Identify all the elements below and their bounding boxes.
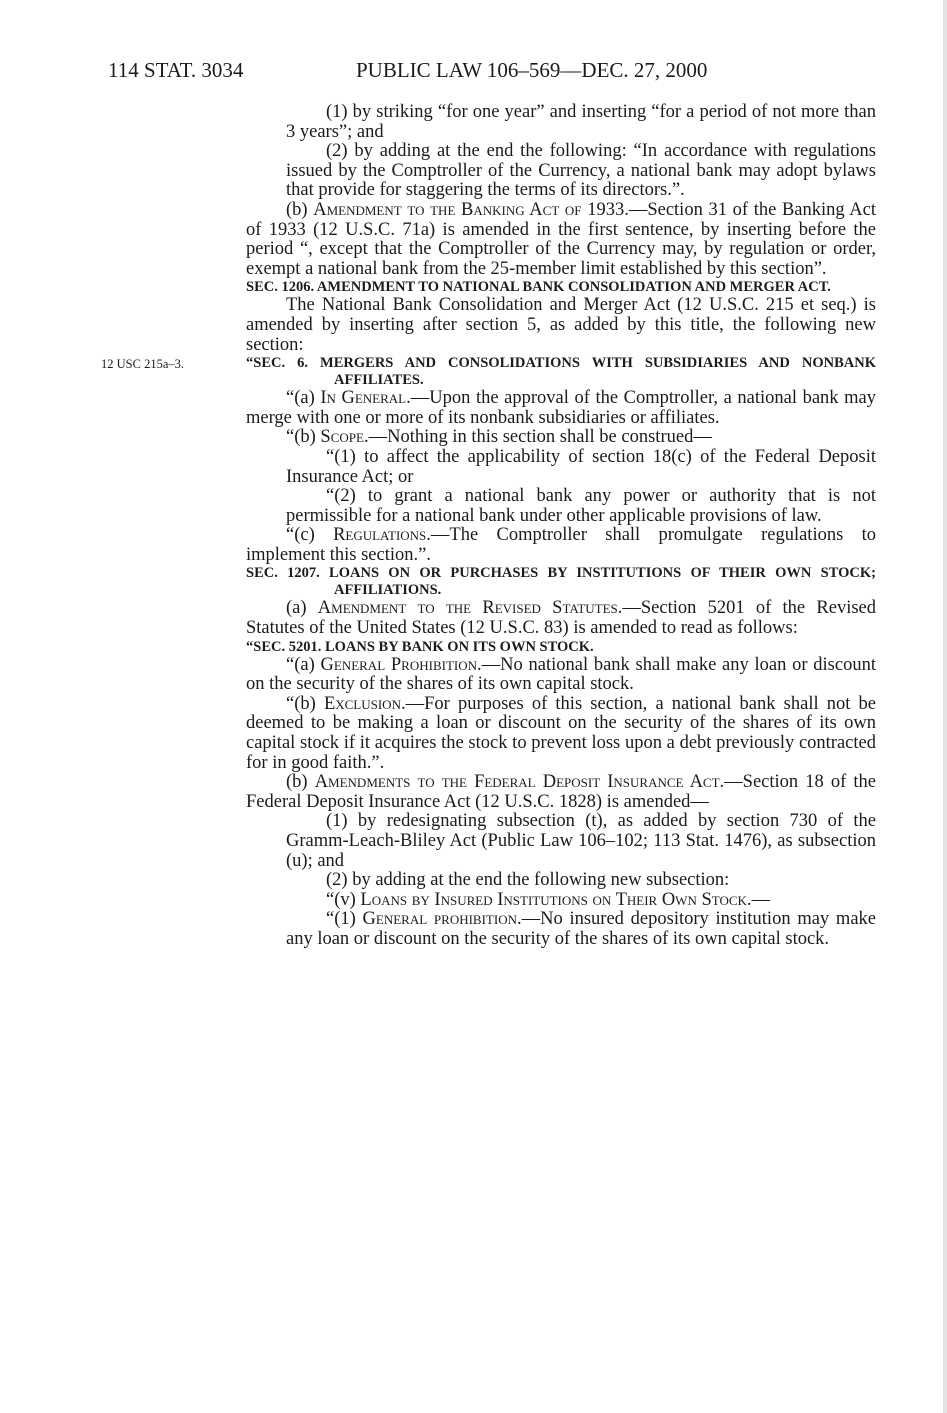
subsection-text: —The Comptroller shall promulgate regulations to implement this section.”. — [246, 525, 876, 565]
paragraph-fdi-act — [246, 773, 876, 812]
subsection-number: “(v) — [326, 889, 361, 910]
paragraph-general-prohibition — [246, 656, 876, 695]
paragraph-insured-prohibition — [246, 910, 876, 949]
paragraph-regulations — [246, 526, 876, 565]
subsection-heading: In General. — [320, 388, 411, 409]
document-body — [101, 102, 876, 950]
paragraph-scope — [246, 428, 876, 448]
paragraph-loans-insured — [246, 891, 876, 911]
subsection-number: (b) — [286, 772, 315, 793]
subsection-number: “(1) — [326, 909, 363, 930]
subsection-heading: Regulations. — [333, 525, 431, 546]
subsection-heading: General Prohibition. — [320, 654, 482, 675]
subsection-text: —No insured depository institution may make any loan or discount on the security of the shares of its own capital stock. — [286, 909, 876, 949]
paragraph-adding: (2) by adding at the end the following new subsection: — [326, 870, 730, 891]
stat-citation: 114 STAT. 3034 — [108, 58, 244, 82]
paragraph-redesignating: (1) by redesignating subsection (t), as added by section 730 of the Gramm-Leach-Bliley Act (Public Law 106–102; 113 Stat. 1476), as subsection (u); and — [286, 811, 876, 871]
subsection-text: —No national bank shall make any loan or discount on the security of the shares of its own capital stock. — [246, 654, 876, 695]
public-law-title: PUBLIC LAW 106–569—DEC. 27, 2000 — [356, 58, 708, 82]
section-5201-heading: “SEC. 5201. LOANS BY BANK ON ITS OWN STOCK. — [246, 638, 594, 655]
subsection-heading: Amendment to the Revised Statutes. — [317, 598, 623, 619]
section-6-heading — [101, 355, 876, 389]
margin-note: 12 USC 215a–3. — [101, 357, 184, 372]
paragraph-exclusion — [246, 695, 876, 773]
paragraph-banking-act — [246, 201, 876, 279]
subsection-text: — — [751, 889, 771, 910]
subsection-heading: Amendment to the Banking Act of 1933. — [313, 199, 629, 220]
subsection-text: —Section 5201 of the Revised Statutes of the United States (12 U.S.C. 83) is amended to read as follows: — [246, 598, 876, 639]
paragraph-scope-1: “(1) to affect the applicability of section 18(c) of the Federal Deposit Insurance Act; or — [286, 446, 876, 487]
paragraph-revised-statutes — [246, 599, 876, 638]
page-header — [108, 58, 788, 84]
subsection-heading: Scope. — [320, 427, 369, 448]
subsection-text: —Upon the approval of the Comptroller, a national bank may merge with one or more of its nonbank subsidiaries or affiliates. — [246, 388, 876, 428]
paragraph-1-strike: (1) by striking “for one year” and inserting “for a period of not more than 3 years”; and — [286, 102, 876, 142]
section-1207-heading: SEC. 1207. LOANS ON OR PURCHASES BY INSTITUTIONS OF THEIR OWN STOCK; AFFILIATIONS. — [246, 565, 876, 599]
subsection-number: “(c) — [286, 525, 334, 546]
subsection-number: (a) — [286, 598, 318, 619]
subsection-number: “(b) — [286, 693, 324, 714]
subsection-heading: Amendments to the Federal Deposit Insurance Act. — [314, 772, 725, 793]
subsection-number: “(a) — [286, 654, 321, 675]
subsection-text: —For purposes of this section, a national bank shall not be deemed to be making a loan or discount on the security of the shares of its own capital stock if it acquires the stock to prevent loss upon a debt previously contracted for in good faith.”. — [246, 693, 876, 773]
subsection-heading: General prohibition. — [362, 909, 522, 930]
subsection-number: “(b) — [286, 427, 321, 448]
section-6-title: “SEC. 6. MERGERS AND CONSOLIDATIONS WITH SUBSIDIARIES AND NONBANK AFFILIATES. — [246, 355, 876, 389]
subsection-text: —Section 18 of the Federal Deposit Insurance Act (12 U.S.C. 1828) is amended— — [246, 772, 876, 812]
paragraph-2-add: (2) by adding at the end the following: “In accordance with regulations issued by the Comptroller of the Currency, a national bank may adopt bylaws that provide for staggering the terms of its directors.”. — [286, 141, 876, 201]
subsection-heading: Loans by Insured Institutions on Their Own Stock. — [360, 889, 752, 910]
page-edge-rule — [943, 0, 947, 1413]
subsection-number: “(a) — [286, 388, 321, 409]
paragraph-scope-2: “(2) to grant a national bank any power or authority that is not permissible for a national bank under other applicable provisions of law. — [286, 486, 876, 526]
subsection-heading: Exclusion. — [323, 693, 406, 714]
paragraph-merger-act: The National Bank Consolidation and Merger Act (12 U.S.C. 215 et seq.) is amended by inserting after section 5, as added by this title, the following new section: — [246, 295, 876, 355]
subsection-number: (b) — [286, 199, 314, 220]
paragraph-in-general — [246, 389, 876, 428]
section-1206-heading: SEC. 1206. AMENDMENT TO NATIONAL BANK CONSOLIDATION AND MERGER ACT. — [246, 279, 831, 296]
subsection-text: —Nothing in this section shall be construed— — [368, 427, 712, 448]
subsection-text: —Section 31 of the Banking Act of 1933 (12 U.S.C. 71a) is amended in the first sentence, by inserting before the period “, except that the Comptroller of the Currency may, by regulation or order, exempt a national bank from the 25-member limit established by this section”. — [246, 199, 876, 279]
